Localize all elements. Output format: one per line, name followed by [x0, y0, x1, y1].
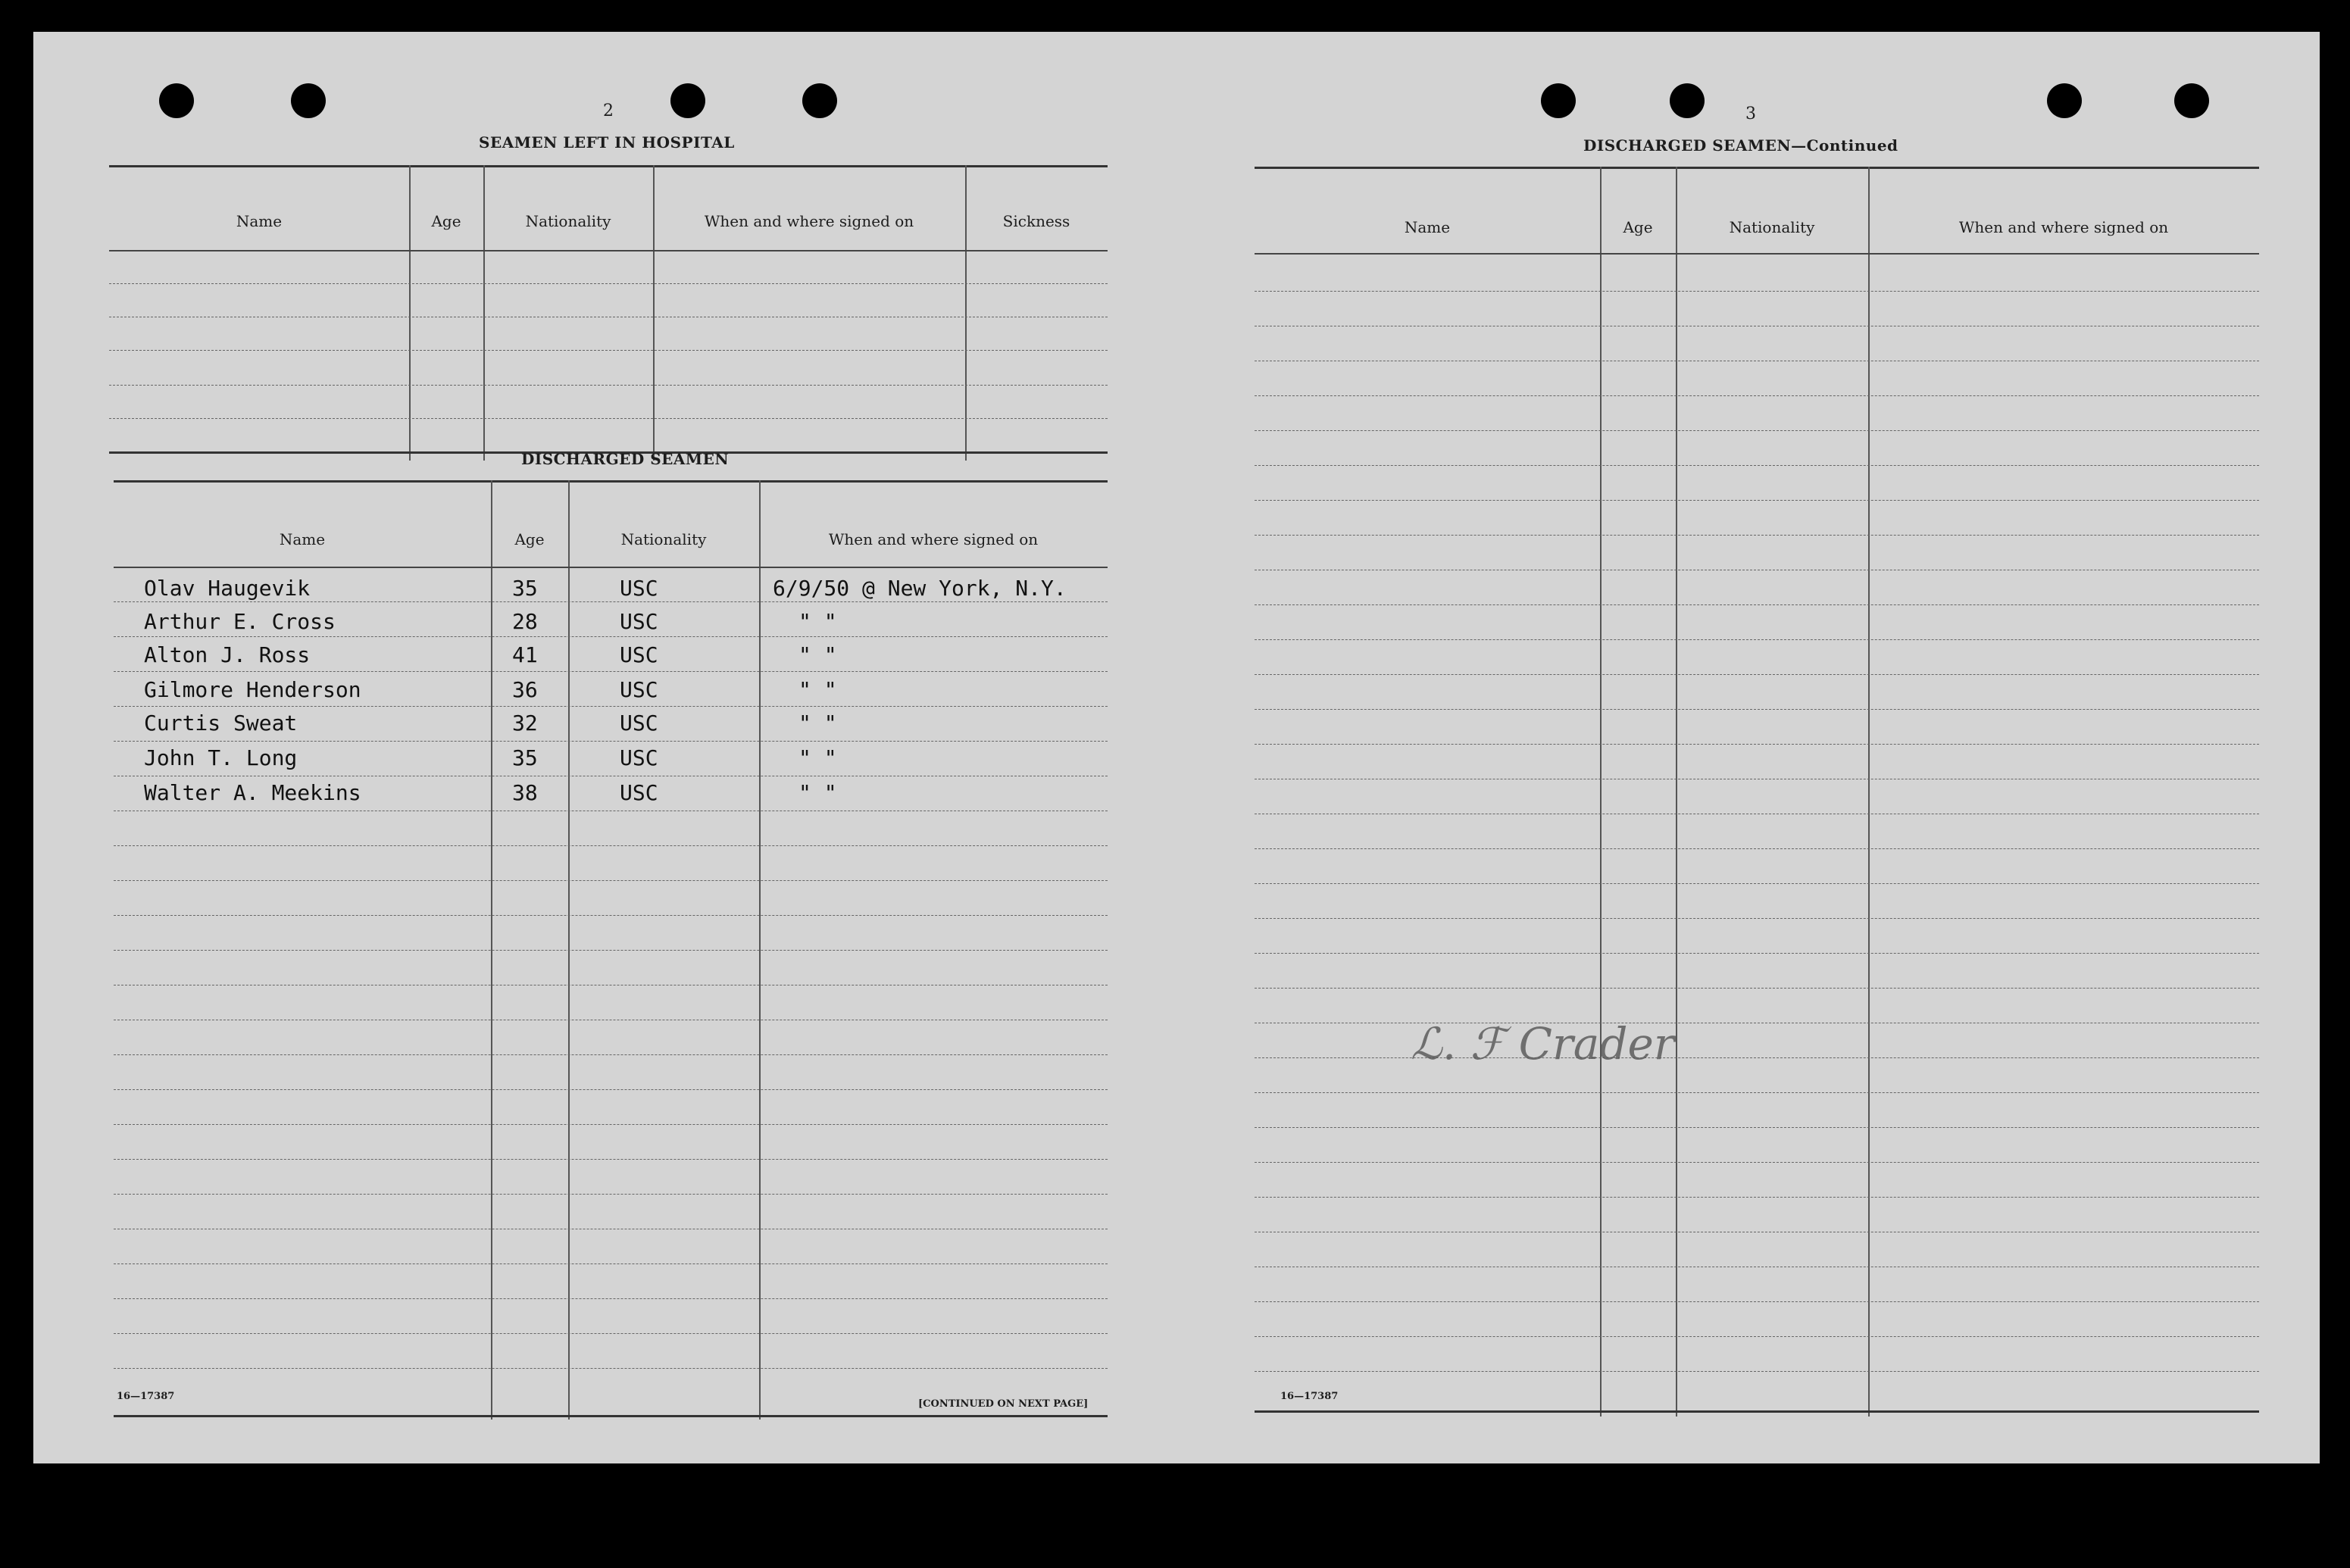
- column-header-nationality: Nationality: [1729, 218, 1815, 236]
- discharged-continued-table: [1255, 167, 2259, 1417]
- seaman-name: Arthur E. Cross: [144, 609, 336, 634]
- column-header-nationality: Nationality: [525, 212, 611, 230]
- column-header-signed-on: When and where signed on: [704, 212, 914, 230]
- form-number: 16—17387: [117, 1391, 175, 1402]
- right-page: [1183, 32, 2320, 1463]
- punch-hole: [2174, 83, 2209, 118]
- punch-hole: [2047, 83, 2082, 118]
- column-header-name: Name: [1404, 218, 1451, 236]
- seaman-age: 41: [512, 642, 538, 667]
- form-number: 16—17387: [1280, 1391, 1339, 1402]
- seaman-age: 32: [512, 711, 538, 736]
- seaman-name: Alton J. Ross: [144, 642, 311, 667]
- seaman-nationality: USC: [620, 745, 658, 770]
- discharged-table: [114, 480, 1108, 1420]
- seaman-age: 28: [512, 609, 538, 634]
- discharged-section-title: DISCHARGED SEAMEN: [521, 450, 730, 468]
- left-page: [33, 32, 1183, 1463]
- seaman-age: 35: [512, 745, 538, 770]
- column-header-name: Name: [236, 212, 283, 230]
- column-header-nationality: Nationality: [620, 530, 707, 548]
- master-signature: ℒ. ℱ Crader: [1411, 1018, 1675, 1070]
- seaman-name: Curtis Sweat: [144, 711, 298, 736]
- column-header-age: Age: [514, 530, 545, 548]
- seaman-signed-on: " ": [798, 677, 837, 702]
- seaman-nationality: USC: [620, 576, 658, 601]
- discharged-title: DISCHARGED SEAMEN: [1583, 136, 1792, 155]
- punch-hole: [1670, 83, 1705, 118]
- seaman-signed-on: " ": [798, 711, 837, 736]
- hospital-table: [109, 165, 1108, 461]
- seaman-nationality: USC: [620, 780, 658, 805]
- punch-hole: [670, 83, 705, 118]
- page-number: 2: [603, 102, 614, 120]
- seaman-name: Gilmore Henderson: [144, 677, 361, 702]
- seaman-name: Walter A. Meekins: [144, 780, 361, 805]
- seaman-signed-on: " ": [798, 780, 837, 805]
- seaman-signed-on: " ": [798, 745, 837, 770]
- column-header-signed-on: When and where signed on: [828, 530, 1039, 548]
- seaman-name: John T. Long: [144, 745, 298, 770]
- column-header-name: Name: [279, 530, 326, 548]
- seaman-nationality: USC: [620, 711, 658, 736]
- seaman-age: 38: [512, 780, 538, 805]
- column-header-sickness: Sickness: [1002, 212, 1070, 230]
- hospital-section-title: SEAMEN LEFT IN HOSPITAL: [479, 133, 735, 151]
- punch-hole: [802, 83, 837, 118]
- seaman-age: 36: [512, 677, 538, 702]
- seaman-nationality: USC: [620, 642, 658, 667]
- column-header-signed-on: When and where signed on: [1958, 218, 2169, 236]
- seaman-name: Olav Haugevik: [144, 576, 311, 601]
- continued-note: [CONTINUED ON NEXT PAGE]: [918, 1398, 1089, 1410]
- seaman-nationality: USC: [620, 609, 658, 634]
- punch-hole: [159, 83, 194, 118]
- punch-hole: [291, 83, 326, 118]
- punch-hole: [1541, 83, 1576, 118]
- discharged-continued-title: [1583, 136, 1898, 155]
- column-header-age: Age: [1623, 218, 1653, 236]
- column-header-age: Age: [431, 212, 461, 230]
- seaman-nationality: USC: [620, 677, 658, 702]
- seaman-signed-on: " ": [798, 642, 837, 667]
- page-number: 3: [1745, 105, 1756, 123]
- seaman-age: 35: [512, 576, 538, 601]
- seaman-signed-on: " ": [798, 609, 837, 634]
- seaman-signed-on: 6/9/50 @ New York, N.Y.: [773, 576, 1067, 601]
- continued-suffix: —Continued: [1791, 136, 1898, 155]
